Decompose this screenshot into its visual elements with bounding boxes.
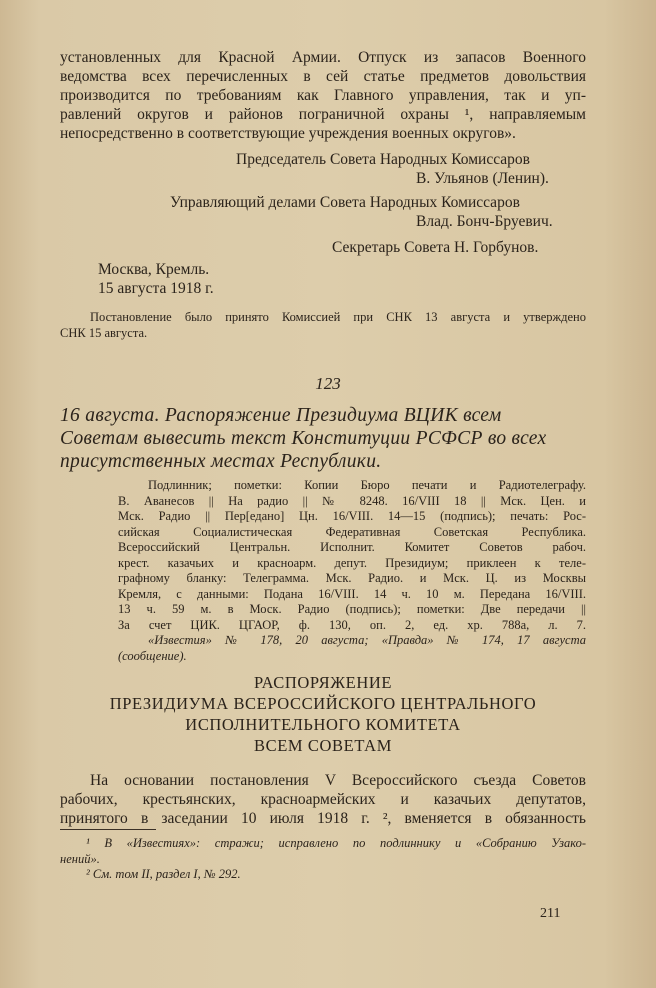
continuation-paragraph bbox=[60, 48, 586, 143]
signature-name: В. Ульянов (Ленин). bbox=[416, 170, 549, 187]
note-line: Постановление было принято Комиссией при СНК 13 августа и утверждено bbox=[90, 310, 586, 324]
footnote-line: нений». bbox=[60, 851, 100, 866]
signature-title: Управляющий делами Совета Народных Комиссаров bbox=[170, 194, 520, 211]
title-line: Советам вывесить текст Конституции РСФСР во всех bbox=[60, 428, 547, 449]
text-line: равлений округов и районов пограничной охраны ¹, направляемым bbox=[60, 106, 586, 123]
heading-line: ВСЕМ СОВЕТАМ bbox=[254, 736, 392, 755]
place-date bbox=[98, 260, 398, 298]
heading-line: ПРЕЗИДИУМА ВСЕРОССИЙСКОГО ЦЕНТРАЛЬНОГО bbox=[109, 694, 537, 713]
source-line: сийская Социалистическая Федеративная Советская Республика. bbox=[118, 524, 586, 539]
footnote-line: ² См. том II, раздел I, № 292. bbox=[86, 867, 241, 881]
decree-heading bbox=[60, 672, 586, 756]
text-line: рабочих, крестьянских, красноармейских и казачьих депутатов, bbox=[60, 791, 586, 808]
source-line: Всероссийский Центральн. Исполнит. Комитет Советов рабоч. bbox=[118, 540, 586, 554]
source-note bbox=[118, 478, 586, 664]
source-line: графному бланку: Телеграмма. Мск. Радио. и Мск. Ц. из Москвы bbox=[118, 571, 586, 585]
title-line: присутственных местах Республики. bbox=[60, 451, 382, 472]
text-line: производится по требованиям как Главного управления, так и уп- bbox=[60, 87, 586, 104]
source-line: «Известия» № 178, 20 августа; «Правда» № 174, 17 августа bbox=[148, 633, 586, 647]
source-line: Подлинник; пометки: Копии Бюро печати и Радиотелеграфу. bbox=[148, 478, 586, 492]
document-title bbox=[60, 404, 586, 473]
page-number: 211 bbox=[540, 906, 561, 921]
text-line: установленных для Красной Армии. Отпуск из запасов Военного bbox=[60, 49, 586, 66]
source-line: За счет ЦИК. ЦГАОР, ф. 130, оп. 2, ед. хр. 788а, л. 7. bbox=[118, 617, 586, 632]
body-paragraph bbox=[60, 771, 586, 828]
signature-name: Влад. Бонч-Бруевич. bbox=[416, 213, 553, 230]
footnote-divider bbox=[60, 829, 156, 830]
signature-block bbox=[60, 150, 586, 257]
text-line: ведомства всех перечисленных в сей статье предметов довольствия bbox=[60, 68, 586, 85]
note-line: СНК 15 августа. bbox=[60, 325, 148, 340]
source-line: 13 ч. 59 м. в Моск. Радио (подпись); пометки: Две передачи || bbox=[118, 602, 586, 616]
source-line: В. Аванесов || На радио || № 8248. 16/VIII 18 || Мск. Цен. и bbox=[118, 493, 586, 508]
text-line: непосредственно в соответствующие учреждения военных округов». bbox=[60, 125, 516, 142]
heading-line: ИСПОЛНИТЕЛЬНОГО КОМИТЕТА bbox=[185, 715, 461, 734]
footnote-line: ¹ В «Известиях»: стражи; исправлено по подлиннику и «Собранию Узако- bbox=[86, 836, 586, 850]
date: 15 августа 1918 г. bbox=[98, 280, 214, 297]
title-line: 16 августа. Распоряжение Президиума ВЦИК всем bbox=[60, 405, 502, 426]
source-line: Кремля, с данными: Подана 16/VIII. 14 ч. 10 м. Передана 16/VIII. bbox=[118, 586, 586, 601]
document-number: 123 bbox=[315, 374, 341, 393]
source-line: крест. казачьих и красноарм. депут. Президиум; приклеен к теле- bbox=[118, 555, 586, 570]
place: Москва, Кремль. bbox=[98, 261, 210, 278]
source-line: Мск. Радио || Пер[едано] Цн. 16/VIII. 14—15 (подпись); печать: Рос- bbox=[118, 509, 586, 523]
footnotes bbox=[60, 836, 586, 883]
adoption-note bbox=[60, 310, 586, 341]
source-line: (сообщение). bbox=[118, 648, 187, 663]
heading-line: РАСПОРЯЖЕНИЕ bbox=[253, 673, 393, 692]
text-line: принятого в заседании 10 июля 1918 г. ², вменяется в обязанность bbox=[60, 810, 586, 827]
signature-secretary: Секретарь Совета Н. Горбунов. bbox=[332, 239, 539, 256]
text-line: На основании постановления V Всероссийского съезда Советов bbox=[90, 772, 586, 789]
signature-title: Председатель Совета Народных Комиссаров bbox=[236, 151, 530, 168]
